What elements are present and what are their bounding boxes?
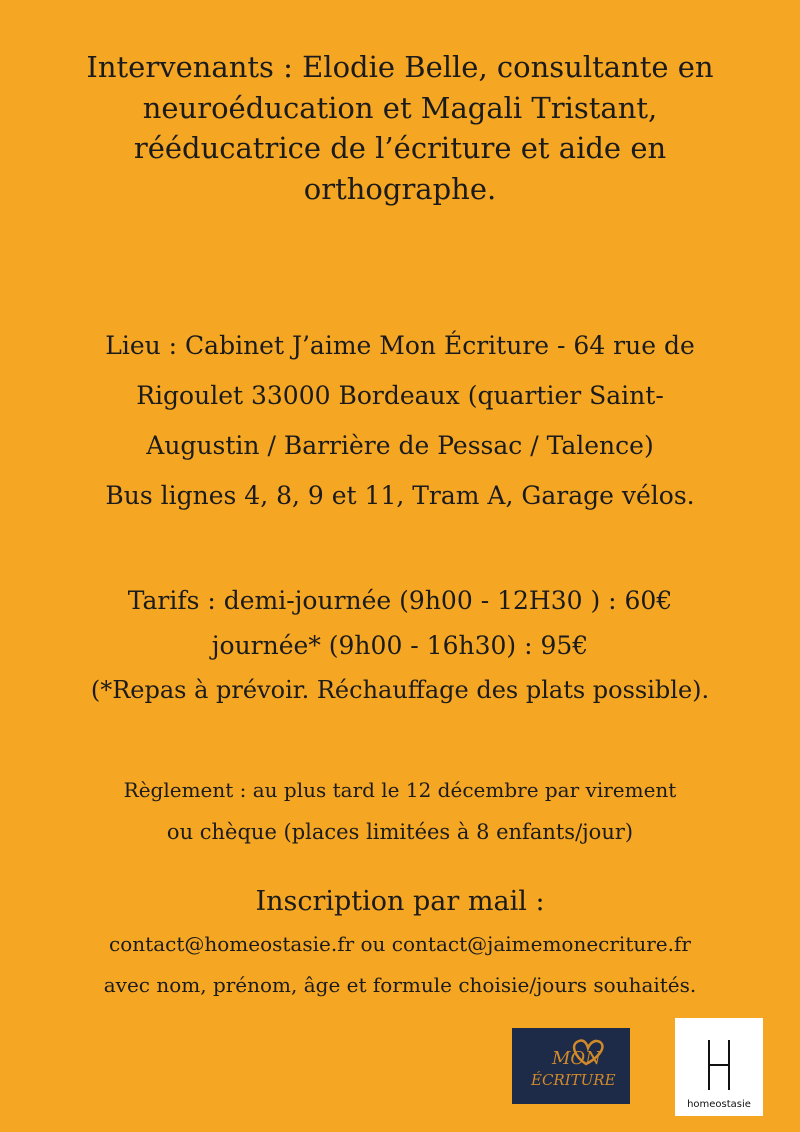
lieu-line: Augustin / Barrière de Pessac / Talence) xyxy=(146,431,654,460)
intervenants-line: Intervenants : Elodie Belle, consultante en xyxy=(86,50,714,84)
inscription-section xyxy=(0,880,800,1006)
intervenants-line: neuroéducation et Magali Tristant, xyxy=(142,90,658,125)
homeostasie-logo xyxy=(675,1018,763,1116)
lieu-section xyxy=(0,321,800,521)
reglement-line: ou chèque (places limitées à 8 enfants/jour) xyxy=(166,820,634,844)
lieu-line: Rigoulet 33000 Bordeaux (quartier Saint- xyxy=(136,381,664,410)
h-monogram-icon xyxy=(709,1040,729,1090)
intervenants-section xyxy=(0,47,800,209)
inscription-title: Inscription par mail : xyxy=(255,886,545,917)
mon-ecriture-logo xyxy=(512,1028,630,1104)
tarifs-section xyxy=(0,578,800,713)
intervenants-line: orthographe. xyxy=(303,171,497,206)
lieu-line: Lieu : Cabinet J’aime Mon Écriture - 64 rue de xyxy=(105,331,695,360)
mon-ecriture-logo-graphic xyxy=(512,1028,630,1104)
reglement-section xyxy=(0,769,800,853)
homeostasie-logo-graphic xyxy=(675,1018,763,1116)
tarifs-line: journée* (9h00 - 16h30) : 95€ xyxy=(211,631,589,660)
inscription-details: avec nom, prénom, âge et formule choisie/jours souhaités. xyxy=(103,973,697,997)
inscription-emails: contact@homeostasie.fr ou contact@jaimemonecriture.fr xyxy=(109,932,691,956)
intervenants-line: rééducatrice de l’écriture et aide en xyxy=(133,131,667,165)
logo-text-ecriture: ÉCRITURE xyxy=(531,1071,616,1089)
logo-text-mon: MON xyxy=(552,1048,601,1069)
tarifs-line: (*Repas à prévoir. Réchauffage des plats possible). xyxy=(90,676,710,704)
reglement-line: Règlement : au plus tard le 12 décembre par virement xyxy=(123,778,677,802)
tarifs-line: Tarifs : demi-journée (9h00 - 12H30 ) : 60€ xyxy=(127,586,673,615)
logo-text-homeostasie: homeostasie xyxy=(687,1099,751,1110)
lieu-line: Bus lignes 4, 8, 9 et 11, Tram A, Garage vélos. xyxy=(105,481,695,510)
